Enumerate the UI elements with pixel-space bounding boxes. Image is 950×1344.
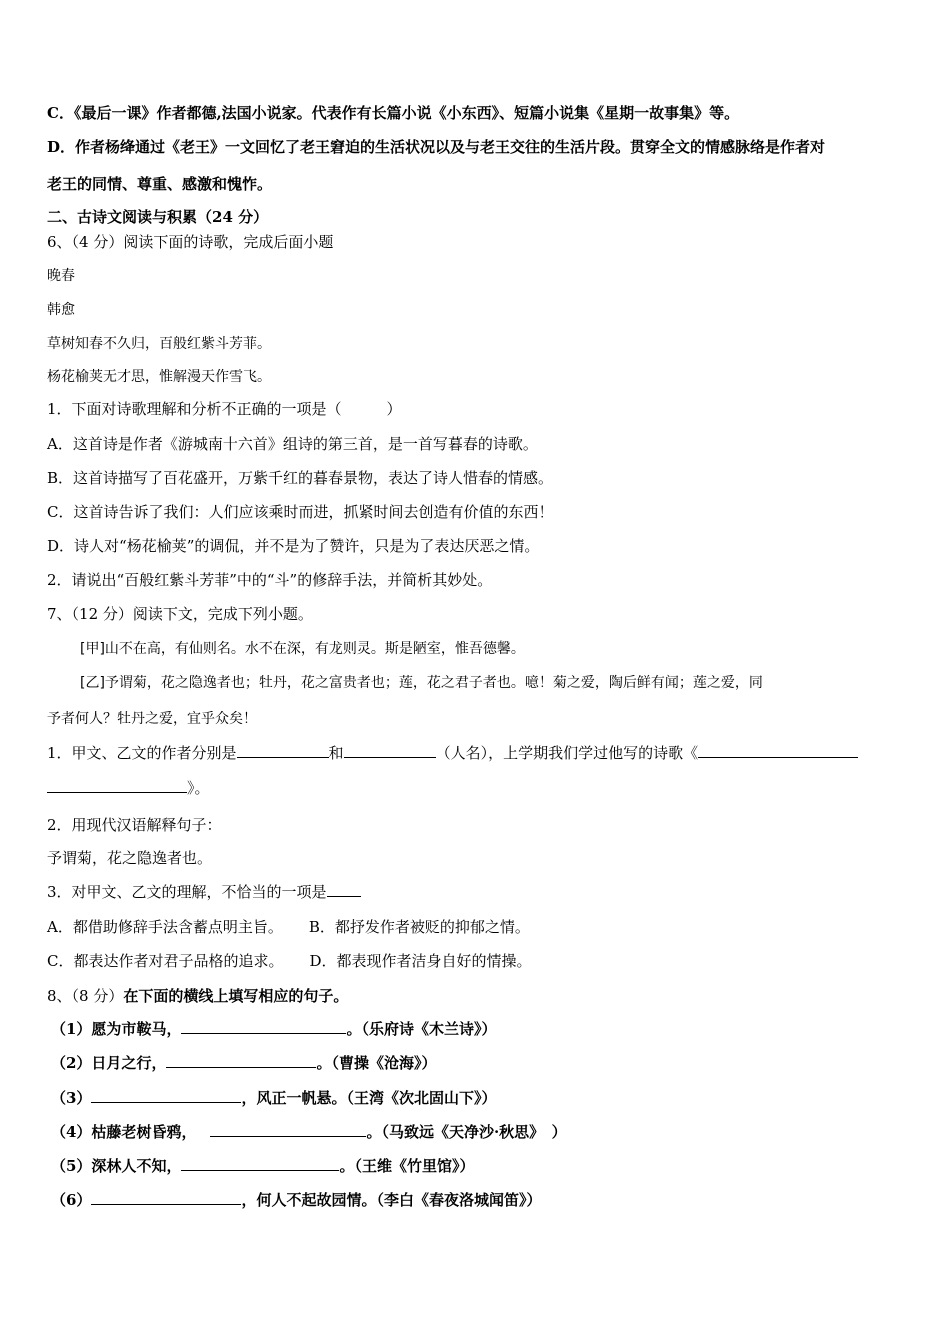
blank-q8-4[interactable] (210, 1122, 366, 1137)
blank-poem-title-part2[interactable] (47, 778, 187, 793)
q8-item-4 (51, 1122, 567, 1142)
q8-item-6-suffix: ，何人不起故园情。（李白《春夜洛城闻笛》） (241, 1191, 542, 1209)
passage-jia: [甲]山不在高，有仙则名。水不在深，有龙则灵。斯是陋室，惟吾德馨。 (80, 641, 525, 657)
option-d-line1: D．作者杨绛通过《老王》一文回忆了老王窘迫的生活状况以及与老王交往的生活片段。贯穿全文的情感脉络是作者对 (47, 138, 826, 156)
q6-sub1: 1．下面对诗歌理解和分析不正确的一项是（ ） (47, 400, 402, 418)
q8-item-1 (51, 1019, 496, 1039)
q8-item-4-suffix: 。（马致远《天净沙·秋思》 ） (366, 1123, 567, 1141)
q8-item-6-prefix: （6） (51, 1191, 92, 1209)
q8-item-2-prefix: （2）日月之行， (51, 1054, 167, 1072)
q6-stem: 6、（4 分）阅读下面的诗歌，完成后面小题 (47, 233, 334, 251)
q7-sub1-line1 (47, 743, 858, 763)
q7-sub3-row2 (47, 951, 532, 971)
q6-option-d: D．诗人对“杨花榆荚”的调侃，并不是为了赞许，只是为了表达厌恶之情。 (47, 537, 540, 555)
q8-item-3-suffix: ，风正一帆悬。（王湾《次北固山下》） (241, 1089, 497, 1107)
q8-item-5 (51, 1156, 474, 1176)
q7-sub3-row1 (47, 917, 530, 937)
q7-sub2-quote: 予谓菊，花之隐逸者也。 (47, 849, 213, 867)
poem-line-2: 杨花榆荚无才思，惟解漫天作雪飞。 (47, 369, 271, 385)
q7-sub1-text-b: 和 (328, 744, 344, 762)
q8-item-3-prefix: （3） (51, 1089, 92, 1107)
blank-sub3-answer[interactable] (327, 882, 361, 897)
q7-sub3-option-b: B．都抒发作者被贬的抑郁之情。 (308, 918, 530, 936)
q7-sub3-text: 3．对甲文、乙文的理解，不恰当的一项是 (47, 883, 327, 901)
passage-yi-line1: [乙]予谓菊，花之隐逸者也；牡丹，花之富贵者也；莲，花之君子者也。噫！菊之爱，陶后鲜有闻；莲之爱，同 (80, 675, 763, 691)
q8-item-1-prefix: （1）愿为市鞍马， (51, 1020, 182, 1038)
q7-sub2: 2．用现代汉语解释句子： (47, 816, 222, 834)
q8-stem-instruction: 在下面的横线上填写相应的句子。 (123, 987, 349, 1005)
q7-sub1-text-a: 1．甲文、乙文的作者分别是 (47, 744, 237, 762)
q8-item-6 (51, 1190, 541, 1210)
q8-stem-score: 8、（8 分） (47, 987, 124, 1005)
q6-option-b: B．这首诗描写了百花盛开，万紫千红的暮春景物，表达了诗人惜春的情感。 (47, 469, 554, 487)
section-title: 二、古诗文阅读与积累（24 分） (47, 208, 269, 226)
q7-sub3 (47, 882, 361, 902)
blank-q8-6[interactable] (91, 1190, 241, 1205)
q7-sub1-text-c: （人名），上学期我们学过他写的诗歌《 (435, 744, 699, 762)
poem-line-1: 草树知春不久归，百般红紫斗芳菲。 (47, 336, 271, 352)
q8-item-5-prefix: （5）深林人不知， (51, 1157, 182, 1175)
q8-item-4-prefix: （4）枯藤老树昏鸦， (51, 1123, 197, 1141)
q8-item-1-suffix: 。（乐府诗《木兰诗》） (346, 1020, 497, 1038)
q7-stem: 7、（12 分）阅读下文，完成下列小题。 (47, 605, 313, 623)
option-c: C．《最后一课》作者都德,法国小说家。代表作有长篇小说《小东西》、短篇小说集《星期一故事集》等。 (47, 104, 740, 122)
q7-sub3-option-d: D．都表现作者洁身自好的情操。 (309, 952, 532, 970)
q8-item-2 (51, 1053, 436, 1073)
blank-q8-1[interactable] (181, 1019, 346, 1034)
q6-sub2: 2．请说出“百般红紫斗芳菲”中的“斗”的修辞手法，并简析其妙处。 (47, 571, 493, 589)
poet-name: 韩愈 (47, 302, 75, 318)
blank-q8-5[interactable] (181, 1156, 339, 1171)
q7-sub1-text-d: 》。 (187, 779, 210, 797)
q8-stem (47, 986, 348, 1006)
q8-item-3 (51, 1088, 496, 1108)
blank-author-yi[interactable] (344, 743, 436, 758)
blank-author-jia[interactable] (237, 743, 329, 758)
q7-sub1-line2 (47, 778, 210, 798)
poem-title: 晚春 (47, 268, 75, 284)
q6-option-c: C．这首诗告诉了我们：人们应该乘时而进，抓紧时间去创造有价值的东西！ (47, 503, 554, 521)
option-d-line2: 老王的同情、尊重、感激和愧怍。 (47, 175, 273, 193)
q7-sub3-option-a: A．都借助修辞手法含蓄点明主旨。 (47, 918, 283, 936)
q8-item-2-suffix: 。（曹操《沧海》） (316, 1054, 437, 1072)
q6-option-a: A．这首诗是作者《游城南十六首》组诗的第三首，是一首写暮春的诗歌。 (47, 435, 538, 453)
passage-yi-line2: 予者何人？牡丹之爱，宜乎众矣！ (47, 711, 257, 727)
blank-poem-title-part1[interactable] (698, 743, 858, 758)
blank-q8-3[interactable] (91, 1088, 241, 1103)
q7-sub3-option-c: C．都表达作者对君子品格的追求。 (47, 952, 284, 970)
blank-q8-2[interactable] (166, 1053, 316, 1068)
q8-item-5-suffix: 。（王维《竹里馆》） (339, 1157, 475, 1175)
